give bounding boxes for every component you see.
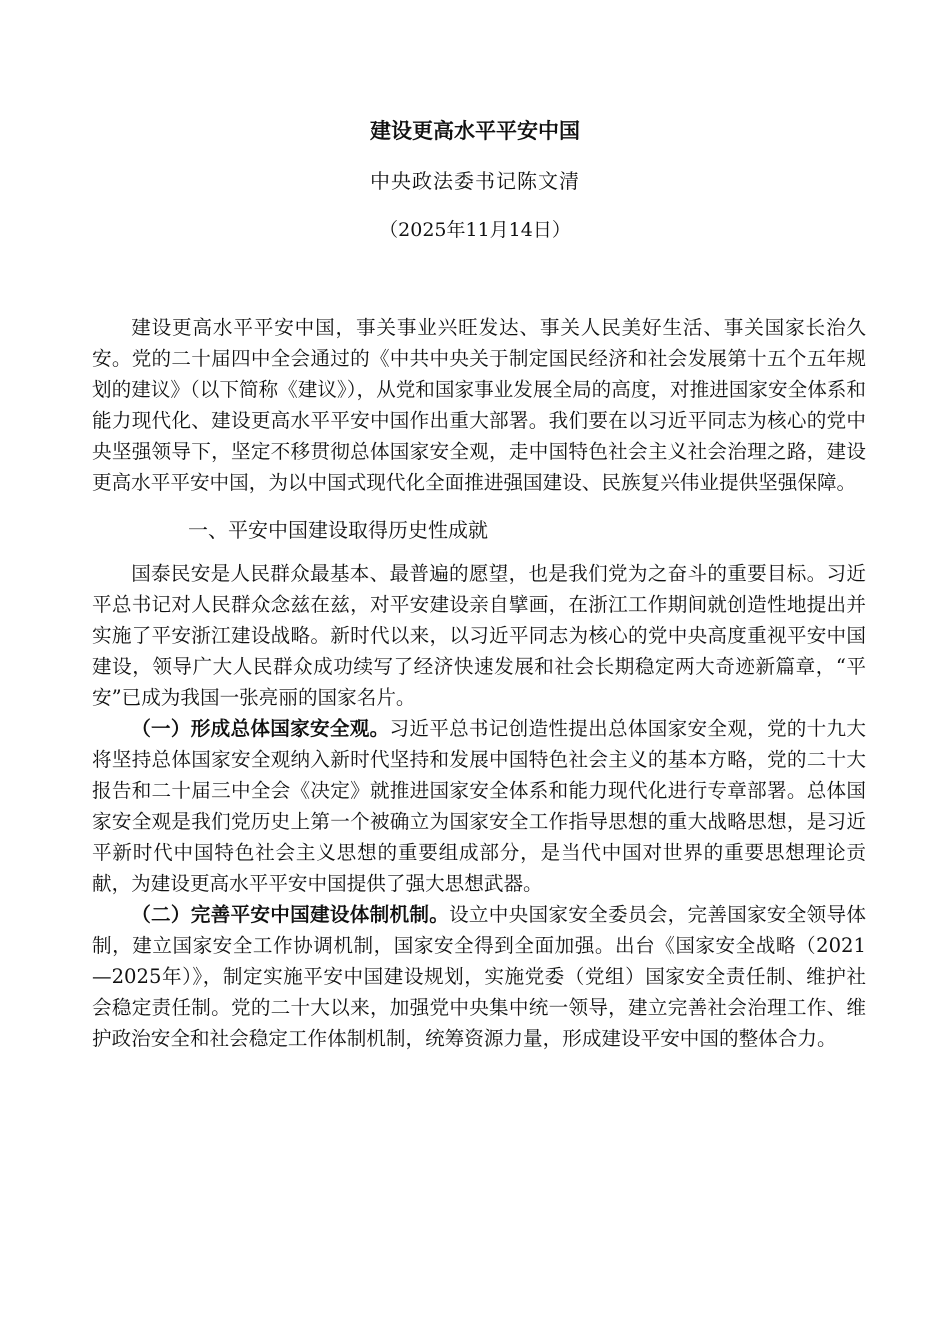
intro-paragraph: 建设更高水平平安中国，事关事业兴旺发达、事关人民美好生活、事关国家长治久安。党的二十届四中全会通过的《中共中央关于制定国民经济和社会发展第十五个五年规划的建议》（以下简称《建议》），从党和国家事业发展全局的高度，对推进国家安全体系和能力现代化、建设更高水平平安中国作出重大部署。我们要在以习近平同志为核心的党中央坚强领导下，坚定不移贯彻总体国家安全观，走中国特色社会主义社会治理之路，建设更高水平平安中国，为以中国式现代化全面推进强国建设、民族复兴伟业提供坚强保障。	[92, 316, 866, 494]
item-paragraph-2	[92, 899, 866, 1054]
item-lead-2: （二）完善平安中国建设体制机制。	[131, 903, 450, 926]
item-text-2: 设立中央国家安全委员会，完善国家安全领导体制，建立国家安全工作协调机制，国家安全得到全面加强。出台《国家安全战略（2021—2025年）》，制定实施平安中国建设规划，实施党委（党组）国家安全责任制、维护社会稳定责任制。党的二十大以来，加强党中央集中统一领导，建立完善社会治理工作、维护政治安全和社会稳定工作体制机制，统筹资源力量，形成建设平安中国的整体合力。	[92, 903, 866, 1050]
document-author: 中央政法委书记陈文清	[370, 169, 580, 193]
section-paragraph: 国泰民安是人民群众最基本、最普遍的愿望，也是我们党为之奋斗的重要目标。习近平总书记对人民群众念兹在兹，对平安建设亲自擘画，在浙江工作期间就创造性地提出并实施了平安浙江建设战略。新时代以来，以习近平同志为核心的党中央高度重视平安中国建设，领导广大人民群众成功续写了经济快速发展和社会长期稳定两大奇迹新篇章，“平安”已成为我国一张亮丽的国家名片。	[92, 562, 866, 709]
document-date: （2025年11月14日）	[379, 219, 571, 241]
document-title: 建设更高水平平安中国	[370, 119, 580, 143]
section-heading: 一、平安中国建设取得历史性成就	[188, 518, 488, 542]
item-paragraph-1	[92, 713, 866, 899]
item-text-1: 习近平总书记创造性提出总体国家安全观，党的十九大将坚持总体国家安全观纳入新时代坚持和发展中国特色社会主义的基本方略，党的二十大报告和二十届三中全会《决定》就推进国家安全体系和能力现代化进行专章部署。总体国家安全观是我们党历史上第一个被确立为国家安全工作指导思想的重大战略思想，是习近平新时代中国特色社会主义思想的重要组成部分，是当代中国对世界的重要思想理论贡献，为建设更高水平平安中国提供了强大思想武器。	[92, 717, 867, 895]
document-body	[92, 312, 866, 1054]
item-lead-1: （一）形成总体国家安全观。	[131, 717, 390, 740]
